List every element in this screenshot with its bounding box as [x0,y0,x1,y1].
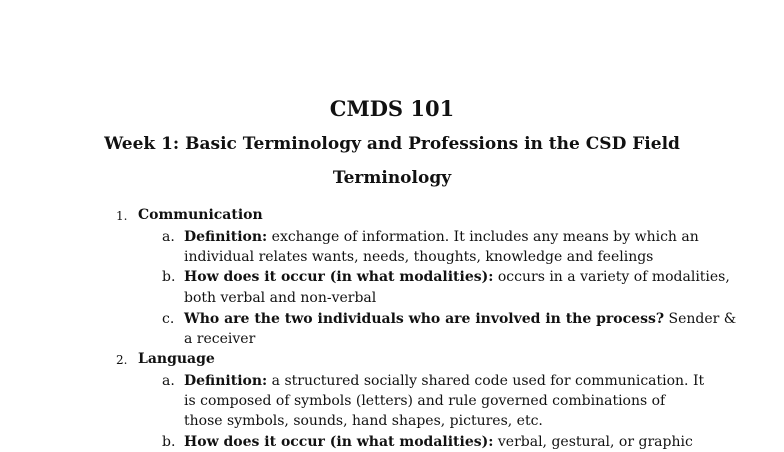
sub-item-bold: How does it occur (in what modalities): [184,434,494,450]
sub-item-bold: Definition: [184,229,268,245]
list-number: 1. [116,209,128,223]
sub-item-text: Sender & [664,311,737,327]
sub-letter: b. [162,434,176,450]
section-title: Terminology [332,168,452,188]
sub-item-line [184,309,736,329]
term-label: Language [138,351,215,367]
sub-item-text: both verbal and non-verbal [184,290,377,306]
sub-item-line [184,432,693,452]
sub-item-text: occurs in a variety of modalities, [493,269,730,285]
list-term [138,349,215,369]
sub-item-text: those symbols, sounds, hand shapes, pictures, etc. [184,413,543,429]
sub-letter: c. [162,311,175,327]
list-term [138,205,263,225]
sub-letter: a. [162,229,175,245]
term-label: Communication [138,207,263,223]
sub-item-text: a structured socially shared code used for communication. It [267,373,705,389]
sub-item-text: exchange of information. It includes any means by which an [267,229,699,245]
sub-item-bold: Definition: [184,373,268,389]
sub-item-line [184,371,704,391]
sub-item-text: a receiver [184,331,256,347]
sub-letter: a. [162,373,175,389]
course-title: CMDS 101 [329,96,455,121]
week-title: Week 1: Basic Terminology and Professions in the CSD Field [104,134,680,154]
sub-item-text: individual relates wants, needs, thoughts, knowledge and feelings [184,249,654,265]
sub-item-bold: Who are the two individuals who are involved in the process? [184,311,665,327]
sub-letter: b. [162,269,176,285]
sub-item-text: is composed of symbols (letters) and rule governed combinations of [184,393,666,409]
sub-item-bold: How does it occur (in what modalities): [184,269,494,285]
sub-item-text: verbal, gestural, or graphic [493,434,693,450]
sub-item-line [184,267,730,287]
sub-item-line [184,227,699,247]
list-number: 2. [116,353,128,367]
